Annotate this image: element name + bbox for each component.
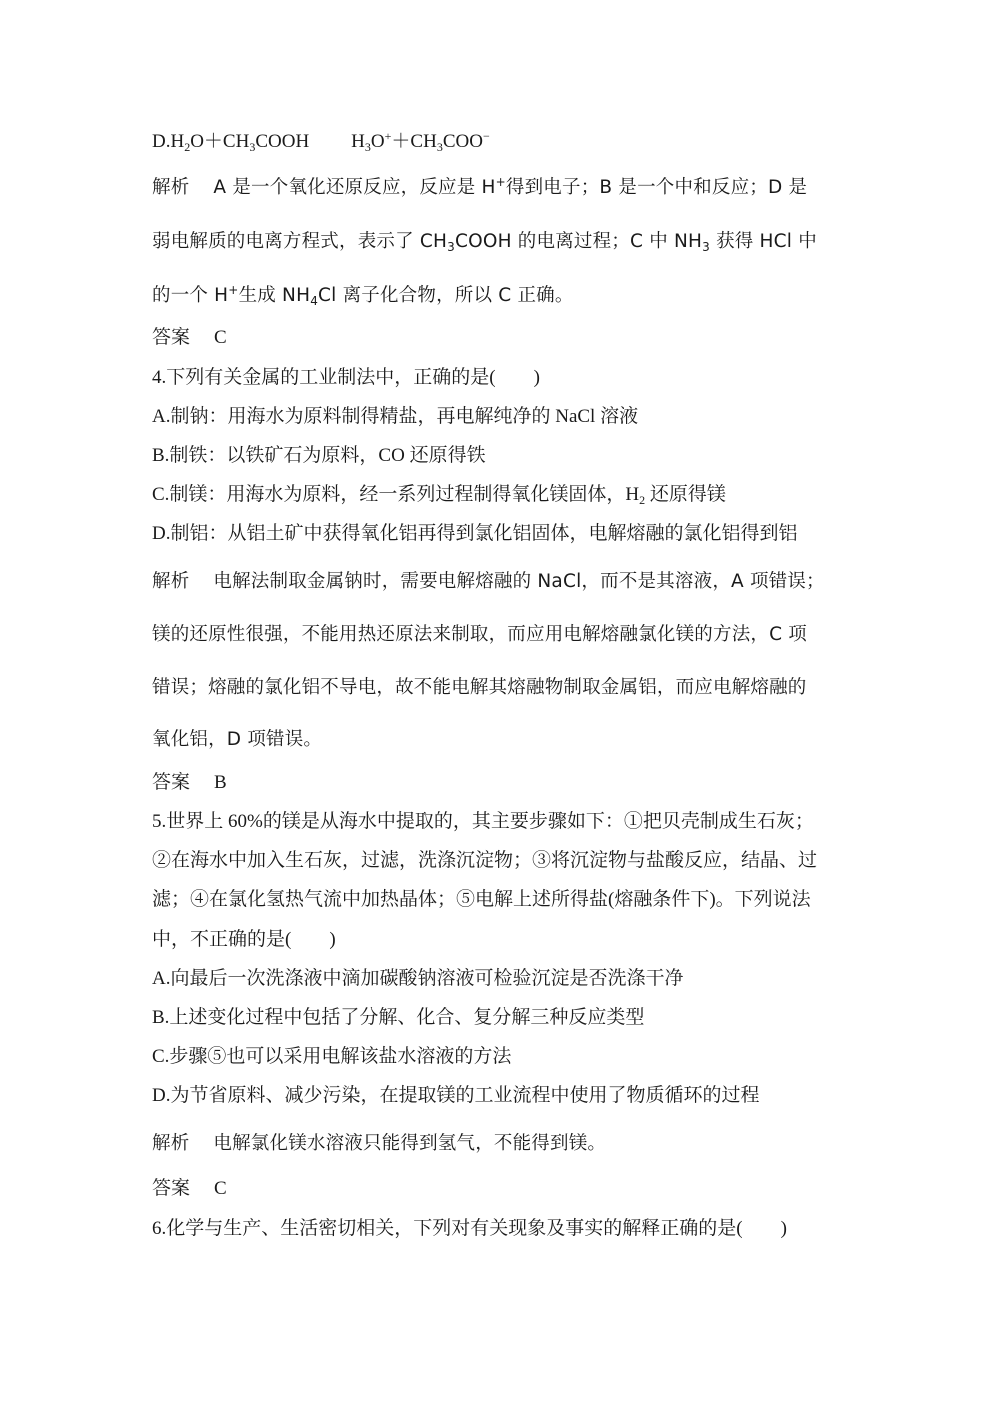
text-segment: 获得 HCl 中: [709, 231, 817, 252]
text-segment: D.为节省原料、减少污染，在提取镁的工业流程中使用了物质循环的过程: [152, 1085, 760, 1106]
text-segment: 答案: [152, 772, 191, 793]
text-segment: 滤；④在氯化氢热气流中加热晶体；⑤电解上述所得盐(熔融条件下)。下列说法: [152, 889, 811, 910]
text-segment: C.步骤⑤也可以采用电解该盐水溶液的方法: [152, 1046, 512, 1067]
text-segment: 生成 NH: [238, 285, 311, 306]
q3-analysis-line-2: [152, 230, 817, 254]
text-segment: C: [214, 1178, 227, 1199]
text-segment: COOH 的电离过程；C 中 NH: [454, 231, 703, 252]
text-segment: Cl 离子化合物，所以 C 正确。: [318, 285, 574, 306]
q5-answer: [152, 1177, 227, 1201]
text-segment: 解析: [152, 177, 190, 198]
text-segment: B: [214, 772, 227, 793]
text-segment: 还原得镁: [645, 484, 726, 505]
q6-stem: [152, 1217, 787, 1241]
text-segment: COOH: [255, 131, 310, 152]
q4-option-d: [152, 522, 797, 546]
q5-stem-line-3: [152, 888, 811, 912]
q3-analysis-line-1: [152, 176, 807, 200]
text-segment: 电解氯化镁水溶液只能得到氢气，不能得到镁。: [213, 1133, 607, 1154]
text-segment: 5.世界上 60%的镁是从海水中提取的，其主要步骤如下：①把贝壳制成生石灰；: [152, 811, 814, 832]
text-segment: 得到电子；B 是一个中和反应；D 是: [505, 177, 808, 198]
q4-option-b: [152, 444, 486, 468]
text-segment: A.制钠：用海水为原料制得精盐，再电解纯净的 NaCl 溶液: [152, 406, 639, 427]
q3-analysis-line-3: [152, 284, 574, 308]
text-segment: 电解法制取金属钠时，需要电解熔融的 NaCl，而不是其溶液，A 项错误；: [213, 571, 825, 592]
text-segment: D.制铝：从铝土矿中获得氧化铝再得到氯化铝固体，电解熔融的氯化铝得到铝: [152, 523, 798, 544]
text-segment: O＋CH: [190, 131, 250, 152]
text-segment: 答案: [152, 327, 191, 348]
q4-stem: [152, 366, 540, 390]
q4-analysis-line-4: [152, 728, 322, 752]
q5-option-c: [152, 1045, 511, 1069]
text-segment: 的一个 H: [152, 285, 229, 306]
subscript-text: 4: [310, 294, 319, 308]
text-segment: C.制镁：用海水为原料，经一系列过程制得氧化镁固体，H: [152, 484, 640, 505]
text-segment: 答案: [152, 1178, 191, 1199]
text-segment: 氧化铝，D 项错误。: [152, 729, 323, 750]
q4-option-a: [152, 405, 638, 429]
text-segment: D.H: [152, 131, 185, 152]
supscript-text: −: [482, 129, 490, 143]
text-segment: 错误；熔融的氯化铝不导电，故不能电解其熔融物制取金属铝，而应电解熔融的: [152, 677, 807, 698]
q5-option-a: [152, 967, 683, 991]
subscript-text: 3: [436, 140, 443, 154]
text-segment: 中，不正确的是( ): [152, 929, 336, 950]
text-segment: 6.化学与生产、生活密切相关，下列对有关现象及事实的解释正确的是( ): [152, 1218, 787, 1239]
q5-option-d: [152, 1084, 759, 1108]
q3-option-d: [152, 130, 490, 154]
text-segment: 解析: [152, 1133, 190, 1154]
text-segment: ②在海水中加入生石灰，过滤，洗涤沉淀物；③将沉淀物与盐酸反应，结晶、过: [152, 850, 818, 871]
subscript-text: 3: [249, 140, 256, 154]
text-segment: B.制铁：以铁矿石为原料，CO 还原得铁: [152, 445, 486, 466]
text-segment: 镁的还原性很强，不能用热还原法来制取，而应用电解熔融氯化镁的方法，C 项: [152, 624, 808, 645]
q5-option-b: [152, 1006, 644, 1030]
text-segment: O: [370, 131, 385, 152]
subscript-text: 2: [639, 493, 646, 507]
text-segment: C: [214, 327, 227, 348]
subscript-text: 3: [364, 140, 371, 154]
subscript-text: 3: [702, 240, 710, 254]
q5-stem-line-4: [152, 928, 336, 952]
text-segment: 解析: [152, 571, 190, 592]
text-segment: A.向最后一次洗涤液中滴加碳酸钠溶液可检验沉淀是否洗涤干净: [152, 968, 684, 989]
text-segment: 4.下列有关金属的工业制法中，正确的是( ): [152, 367, 540, 388]
q5-analysis: [152, 1132, 606, 1156]
subscript-text: 3: [447, 240, 455, 254]
text-segment: A 是一个氧化还原反应，反应是 H: [213, 177, 496, 198]
q5-stem-line-2: [152, 849, 817, 873]
text-segment: ＋CH: [391, 131, 437, 152]
subscript-text: 2: [184, 140, 191, 154]
text-segment: B.上述变化过程中包括了分解、化合、复分解三种反应类型: [152, 1007, 645, 1028]
text-segment: H: [351, 131, 365, 152]
supscript-text: +: [228, 283, 239, 297]
supscript-text: +: [384, 129, 392, 143]
text-segment: COO: [442, 131, 483, 152]
q3-answer: [152, 326, 227, 350]
supscript-text: +: [495, 175, 506, 189]
q4-option-c: [152, 483, 726, 507]
q4-answer: [152, 771, 227, 795]
q4-analysis-line-3: [152, 676, 807, 700]
q5-stem-line-1: [152, 810, 814, 834]
text-segment: 弱电解质的电离方程式，表示了 CH: [152, 231, 448, 252]
q4-analysis-line-2: [152, 623, 807, 647]
q4-analysis-line-1: [152, 570, 825, 594]
